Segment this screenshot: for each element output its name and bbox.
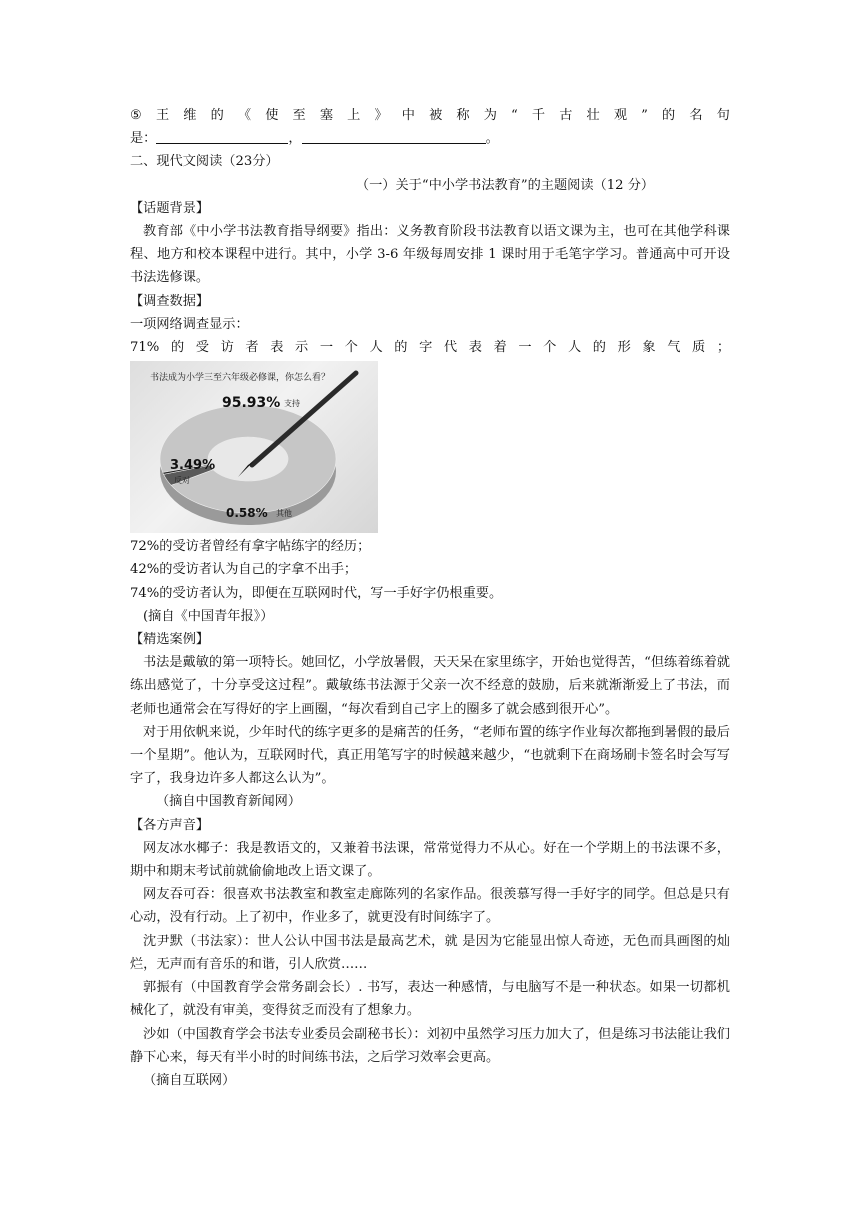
q5-char: 古 [559,108,573,123]
q5-char: 的 [662,108,676,123]
line71-char: ； [716,340,730,356]
category-label-反对: 反对 [174,476,190,486]
line71-char: 形 [617,340,631,356]
line71-char: 着 [493,340,507,356]
q5-char: 名 [689,108,703,123]
survey-item-74: 74%的受访者认为，即便在互联网时代，写一手好字仍根重要。 [130,585,503,601]
line71-char: 质 [692,340,706,356]
q5-char: ⑤ [130,108,142,123]
line71-char: 字 [419,340,433,356]
category-label-支持: 支持 [284,399,300,409]
cases-source: （摘自中国教育新闻网） [156,794,302,810]
voice-paragraph-3: 沈尹默（书法家）：世人公认中国书法是最高艺术，就 是因为它能显出惊人奇迹，无色而具画图的灿烂，无声而有音乐的和谐，引人欣赏…… [130,933,730,972]
q5-char: 观 [613,108,628,123]
part-1-title: （一）关于“中小学书法教育”的主题阅读（12 分） [355,177,655,193]
line71-char: 人 [567,340,582,356]
line71-char: 的 [592,340,606,356]
q5-char: 《 [237,108,252,123]
q5-char: 至 [292,108,306,123]
answer-end: 。 [485,131,499,147]
category-label-其他: 其他 [276,509,292,519]
survey-line-71 [130,336,730,359]
line71-char: 的 [394,340,408,356]
line71-char: 受 [195,340,209,356]
line71-char: 示 [295,340,309,356]
q5-char: 被 [429,108,443,123]
line71-char: 人 [369,340,383,356]
q5-char: 为 [483,108,497,123]
line71-char: 一 [319,340,333,356]
answer-blank-1[interactable] [156,129,288,144]
voice-paragraph-1: 网友冰水椰子：我是教语文的，又兼着书法课，常常觉得力不从心。好在一个学期上的书法课不多，期中和期末考试前就偷偷地改上语文课了。 [130,840,730,880]
q5-char: 王 [155,108,170,123]
value-label-反对: 3.49% [170,458,216,474]
q5-char: 称 [456,108,470,123]
line71-char: 表 [270,340,284,356]
answer-sep: ， [288,131,302,147]
cases-heading: 【精选案例】 [130,632,210,648]
line71-char: 表 [468,340,482,356]
survey-source: (摘自《中国青年报》） [143,608,274,624]
q5-char: 壮 [586,108,600,123]
q5-char: 千 [531,108,546,123]
line71-char: 的 [170,340,185,356]
value-label-支持: 95.93% [222,395,281,412]
voices-source: （摘自互联网） [143,1072,236,1088]
answer-blank-2[interactable] [302,129,486,144]
q5-char: 使 [265,108,279,123]
q5-char: ” [641,108,648,123]
survey-item-72: 72%的受访者曾经有拿字帖练字的经历； [130,539,371,555]
value-label-其他: 0.58% [226,506,268,521]
survey-pie-chart [130,361,378,533]
q5-char: 》 [374,108,388,123]
question-5-line [130,104,730,127]
line71-char: 一 [518,340,532,356]
voice-paragraph-2: 网友吞可吞：很喜欢书法教室和教室走廊陈列的名家作品。很羡慕写得一手好字的同学。但总是只有心动，没有行动。上了初中，作业多了，就更没有时间练字了。 [130,887,730,926]
survey-item-42: 42%的受访者认为自己的字拿不出手； [130,562,358,578]
line71-char: 代 [443,340,458,356]
voice-paragraph-4: 郭振有（中国教育学会常务副会长）. 书写，表达一种感情，与电脑写不是一种状态。如果一切都机械化了，就没有审美，变得贫乏而没有了想象力。 [130,980,730,1019]
line71-char: 象 [642,340,656,356]
q5-char: 的 [210,108,224,123]
line71-char: 者 [245,340,259,356]
background-heading: 【话题背景】 [130,200,210,216]
q5-char: “ [511,108,518,123]
exam-page [130,104,730,1092]
question-5-answer-line [130,127,730,150]
line71-char: 气 [667,340,681,356]
q5-char: 中 [401,108,415,123]
survey-heading: 【调查数据】 [130,293,210,309]
voices-heading: 【各方声音】 [130,817,210,833]
q5-char: 上 [347,108,361,123]
voice-paragraph-5: 沙如（中国教育学会书法专业委员会副秘书长）：刘初中虽然学习压力加大了，但是练习书法能让我们静下心来，每天有半小时的时间练书法，之后学习效率会更高。 [130,1026,730,1065]
q5-char: 维 [183,108,197,123]
line71-char: 个 [543,340,557,356]
section-2-heading: 二、现代文阅读（23分） [130,154,279,170]
chart-title: 书法成为小学三至六年级必修课，你怎么看？ [150,373,331,384]
q5-char: 句 [716,108,730,123]
survey-intro: 一项网络调查显示： [130,316,249,332]
q5-char: 塞 [319,108,334,123]
background-text: 教育部《中小学书法教育指导纲要》指出：义务教育阶段书法教育以语文课为主，也可在其他学科课程、地方和校本课程中进行。其中，小学 3-6 年级每周安排 1 课时用于毛笔字学习。普通高中可开设书法选修课。 [130,224,730,286]
answer-lead: 是： [130,131,157,147]
line71-char: 71% [130,340,160,356]
line71-char: 访 [220,340,234,356]
line71-char: 个 [344,340,358,356]
case-paragraph-2: 对于用依帆来说，少年时代的练字更多的是痛苦的任务，“老师布置的练字作业每次都拖到暑假的最后一个星期”。他认为，互联网时代，真正用笔写字的时候越来越少，“也就剩下在商场刷卡签名时会写写字了，我身边许多人都这么认为”。 [130,724,730,787]
case-paragraph-1: 书法是戴敏的第一项特长。她回忆，小学放暑假，天天呆在家里练字，开始也觉得苦，“但练着练着就练出感觉了，十分享受这过程”。戴敏练书法源于父亲一次不经意的鼓励，后来就渐渐爱上了书法，而老师也通常会在写得好的字上画圈，“每次看到自己字上的圈多了就会感到很开心”。 [130,655,730,717]
